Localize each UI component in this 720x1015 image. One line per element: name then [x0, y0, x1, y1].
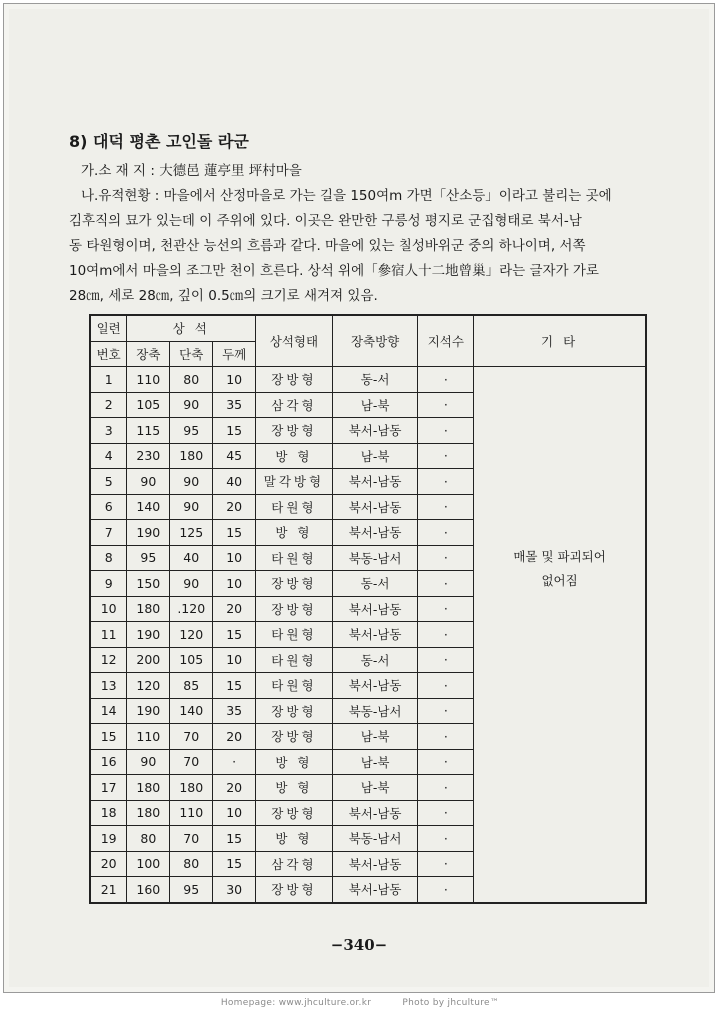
cell-direction: 북서-남동	[332, 622, 418, 648]
cell-length: 190	[127, 622, 170, 648]
cell-thickness: 20	[213, 724, 256, 750]
header-length: 장축	[127, 341, 170, 367]
cell-direction: 북서-남동	[332, 877, 418, 903]
cell-width: 105	[170, 647, 213, 673]
location-value: 大德邑 蓮亭里 坪村마을	[159, 163, 302, 179]
cell-length: 190	[127, 520, 170, 546]
cell-no: 7	[90, 520, 127, 546]
cell-thickness: 15	[213, 851, 256, 877]
photo-credit: Photo by jhculture™	[402, 998, 500, 1008]
cell-width: 125	[170, 520, 213, 546]
cell-no: 14	[90, 698, 127, 724]
cell-thickness: 10	[213, 647, 256, 673]
cell-support: ·	[418, 443, 474, 469]
cell-no: 18	[90, 800, 127, 826]
cell-thickness: 15	[213, 673, 256, 699]
colon-separator: :	[146, 163, 160, 179]
cell-length: 95	[127, 545, 170, 571]
cell-width: 90	[170, 469, 213, 495]
cell-shape: 장방형	[256, 596, 333, 622]
cell-support: ·	[418, 469, 474, 495]
cell-direction: 동-서	[332, 647, 418, 673]
header-shape: 상석형태	[256, 315, 333, 367]
cell-direction: 북서-남동	[332, 418, 418, 444]
cell-direction: 남-북	[332, 775, 418, 801]
cell-length: 190	[127, 698, 170, 724]
header-thickness: 두께	[213, 341, 256, 367]
cell-direction: 동-서	[332, 571, 418, 597]
cell-shape: 방 형	[256, 775, 333, 801]
cell-support: ·	[418, 367, 474, 393]
cell-length: 110	[127, 724, 170, 750]
header-support-count: 지석수	[418, 315, 474, 367]
cell-support: ·	[418, 545, 474, 571]
cell-length: 80	[127, 826, 170, 852]
cell-length: 180	[127, 800, 170, 826]
cell-shape: 장방형	[256, 724, 333, 750]
cell-support: ·	[418, 800, 474, 826]
cell-support: ·	[418, 749, 474, 775]
cell-support: ·	[418, 520, 474, 546]
cell-no: 2	[90, 392, 127, 418]
status-line-1	[69, 184, 654, 209]
status-line-2: 김후직의 묘가 있는데 이 주위에 있다. 이곳은 완만한 구릉성 평지로 군집형태로 북서-남	[69, 213, 582, 229]
cell-thickness: 10	[213, 571, 256, 597]
cell-width: 80	[170, 367, 213, 393]
cell-direction: 북서-남동	[332, 596, 418, 622]
header-serial-top: 일련	[90, 315, 127, 341]
remarks-text: 없어짐	[541, 573, 578, 588]
cell-width: 120	[170, 622, 213, 648]
table-row	[90, 367, 646, 393]
cell-direction: 북서-남동	[332, 520, 418, 546]
cell-shape: 장방형	[256, 800, 333, 826]
cell-width: 40	[170, 545, 213, 571]
cell-thickness: 30	[213, 877, 256, 903]
cell-width: 90	[170, 392, 213, 418]
cell-no: 6	[90, 494, 127, 520]
cell-length: 90	[127, 749, 170, 775]
cell-thickness: 35	[213, 698, 256, 724]
cell-no: 19	[90, 826, 127, 852]
cell-shape: 삼각형	[256, 851, 333, 877]
location-label: 가.소 재 지	[81, 163, 147, 179]
cell-direction: 북서-남동	[332, 800, 418, 826]
cell-no: 8	[90, 545, 127, 571]
cell-no: 11	[90, 622, 127, 648]
status-line-3: 동 타원형이며, 천관산 능선의 흐름과 같다. 마을에 있는 칠성바위군 중의 하나이며, 서쪽	[69, 238, 586, 254]
cell-no: 3	[90, 418, 127, 444]
cell-thickness: ·	[213, 749, 256, 775]
cell-direction: 북서-남동	[332, 851, 418, 877]
cell-no: 4	[90, 443, 127, 469]
cell-width: 95	[170, 877, 213, 903]
cell-no: 13	[90, 673, 127, 699]
cell-length: 160	[127, 877, 170, 903]
cell-support: ·	[418, 571, 474, 597]
cell-thickness: 10	[213, 367, 256, 393]
section-title: 8) 대덕 평촌 고인돌 라군	[69, 132, 249, 151]
cell-shape: 장방형	[256, 418, 333, 444]
cell-thickness: 15	[213, 622, 256, 648]
cell-no: 12	[90, 647, 127, 673]
header-row-1	[90, 315, 646, 341]
header-remarks: 기 타	[474, 315, 646, 367]
cell-shape: 장방형	[256, 367, 333, 393]
cell-direction: 북서-남동	[332, 469, 418, 495]
cell-thickness: 45	[213, 443, 256, 469]
cell-length: 120	[127, 673, 170, 699]
cell-no: 16	[90, 749, 127, 775]
document-page	[9, 9, 709, 987]
cell-support: ·	[418, 698, 474, 724]
header-direction: 장축방향	[332, 315, 418, 367]
cell-shape: 타원형	[256, 545, 333, 571]
cell-length: 180	[127, 775, 170, 801]
cell-shape: 방 형	[256, 826, 333, 852]
cell-no: 1	[90, 367, 127, 393]
cell-length: 180	[127, 596, 170, 622]
cell-support: ·	[418, 826, 474, 852]
cell-no: 17	[90, 775, 127, 801]
cell-support: ·	[418, 851, 474, 877]
cell-direction: 북서-남동	[332, 673, 418, 699]
header-serial-bottom: 번호	[90, 341, 127, 367]
cell-thickness: 10	[213, 800, 256, 826]
cell-shape: 타원형	[256, 494, 333, 520]
homepage-credit: Homepage: www.jhculture.or.kr	[220, 998, 372, 1008]
cell-length: 150	[127, 571, 170, 597]
cell-support: ·	[418, 596, 474, 622]
cell-length: 90	[127, 469, 170, 495]
cell-direction: 남-북	[332, 443, 418, 469]
cell-thickness: 15	[213, 826, 256, 852]
location-line	[81, 159, 666, 184]
remarks-spacer	[474, 367, 645, 545]
cell-width: 70	[170, 826, 213, 852]
remarks-text: 매몰 및 파괴되어	[513, 549, 606, 564]
cell-direction: 남-북	[332, 724, 418, 750]
cell-length: 115	[127, 418, 170, 444]
cell-width: 180	[170, 443, 213, 469]
cell-thickness: 35	[213, 392, 256, 418]
colon-separator: :	[150, 188, 164, 204]
cell-shape: 말각방형	[256, 469, 333, 495]
cell-no: 21	[90, 877, 127, 903]
cell-width: 90	[170, 494, 213, 520]
cell-width: 90	[170, 571, 213, 597]
cell-support: ·	[418, 877, 474, 903]
cell-shape: 타원형	[256, 647, 333, 673]
cell-direction: 남-북	[332, 749, 418, 775]
cell-length: 110	[127, 367, 170, 393]
cell-no: 10	[90, 596, 127, 622]
cell-width: 80	[170, 851, 213, 877]
status-label: 나.유적현황	[81, 188, 151, 204]
status-line-4: 10여m에서 마을의 조그만 천이 흐른다. 상석 위에「參宿人十二地曾巢」라는 글자가 가로	[69, 263, 599, 279]
cell-shape: 장방형	[256, 877, 333, 903]
cell-shape: 장방형	[256, 571, 333, 597]
cell-support: ·	[418, 775, 474, 801]
cell-width: 110	[170, 800, 213, 826]
cell-no: 20	[90, 851, 127, 877]
cell-thickness: 20	[213, 596, 256, 622]
cell-support: ·	[418, 418, 474, 444]
header-capstone: 상 석	[127, 315, 256, 341]
cell-no: 9	[90, 571, 127, 597]
cell-width: 85	[170, 673, 213, 699]
cell-shape: 방 형	[256, 520, 333, 546]
cell-width: 95	[170, 418, 213, 444]
status-line-5: 28㎝, 세로 28㎝, 깊이 0.5㎝의 크기로 새겨져 있음.	[69, 288, 378, 304]
cell-shape: 타원형	[256, 622, 333, 648]
cell-support: ·	[418, 724, 474, 750]
cell-shape: 방 형	[256, 749, 333, 775]
header-width: 단축	[170, 341, 213, 367]
cell-thickness: 20	[213, 775, 256, 801]
cell-support: ·	[418, 622, 474, 648]
cell-support: ·	[418, 673, 474, 699]
status-line-text: 마을에서 산정마을로 가는 길을 150여m 가면「산소등」이라고 불리는 곳에	[163, 188, 612, 204]
cell-length: 140	[127, 494, 170, 520]
cell-no: 15	[90, 724, 127, 750]
cell-support: ·	[418, 647, 474, 673]
cell-shape: 타원형	[256, 673, 333, 699]
cell-thickness: 15	[213, 418, 256, 444]
cell-width: 180	[170, 775, 213, 801]
cell-width: 140	[170, 698, 213, 724]
cell-shape: 방 형	[256, 443, 333, 469]
cell-direction: 북동-남서	[332, 826, 418, 852]
cell-width: 70	[170, 749, 213, 775]
cell-thickness: 15	[213, 520, 256, 546]
cell-direction: 북동-남서	[332, 698, 418, 724]
status-paragraph	[69, 184, 654, 309]
cell-direction: 북서-남동	[332, 494, 418, 520]
cell-thickness: 20	[213, 494, 256, 520]
cell-length: 105	[127, 392, 170, 418]
cell-length: 100	[127, 851, 170, 877]
cell-length: 230	[127, 443, 170, 469]
table-body	[90, 367, 646, 903]
photo-credit-footer	[0, 998, 720, 1008]
cell-support: ·	[418, 392, 474, 418]
page-number: −340−	[330, 936, 388, 954]
dolmen-table	[89, 314, 647, 904]
cell-direction: 남-북	[332, 392, 418, 418]
remarks-cell	[474, 367, 646, 903]
cell-no: 5	[90, 469, 127, 495]
cell-direction: 동-서	[332, 367, 418, 393]
cell-shape: 삼각형	[256, 392, 333, 418]
cell-width: .120	[170, 596, 213, 622]
cell-width: 70	[170, 724, 213, 750]
cell-support: ·	[418, 494, 474, 520]
cell-length: 200	[127, 647, 170, 673]
cell-shape: 장방형	[256, 698, 333, 724]
cell-direction: 북동-남서	[332, 545, 418, 571]
cell-thickness: 10	[213, 545, 256, 571]
cell-thickness: 40	[213, 469, 256, 495]
